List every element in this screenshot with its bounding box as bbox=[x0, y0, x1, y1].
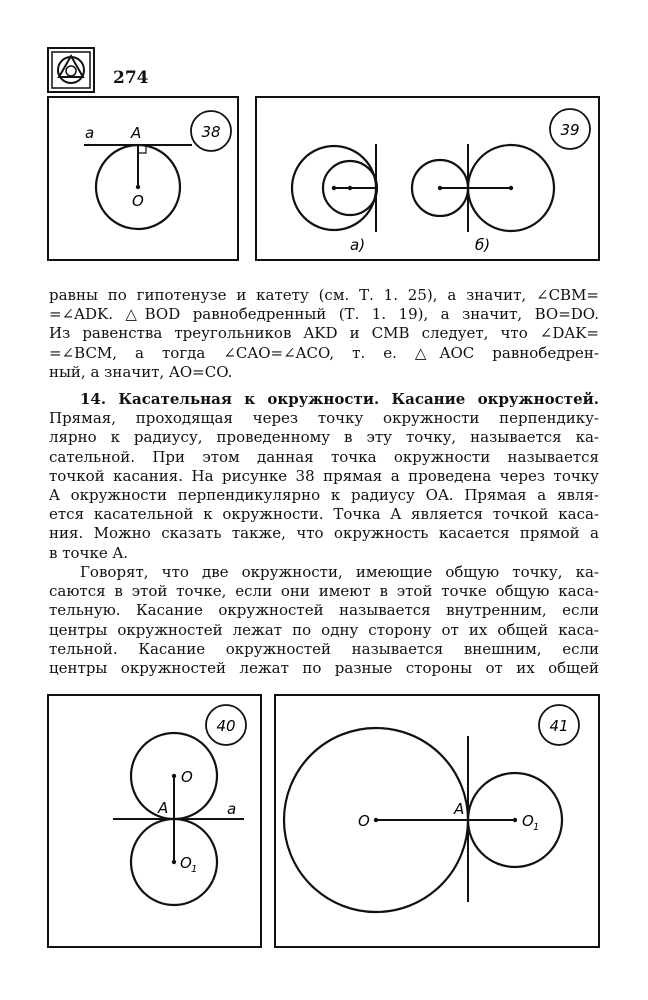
text-line: Говорят, что две окружности, имеющие общую точку, ка- bbox=[80, 563, 599, 581]
text-line: ется касательной к окружности. Точка A является точкой каса- bbox=[49, 505, 599, 524]
text-line: сательной. При этом данная точка окружности называется bbox=[49, 447, 599, 466]
figure-38-drawing bbox=[49, 98, 237, 259]
label-O1: O bbox=[522, 812, 534, 830]
text-line: лярно к радиусу, проведенному в эту точку, называется ка- bbox=[49, 428, 599, 447]
center-2-a bbox=[348, 186, 352, 190]
figure-39-drawing bbox=[257, 98, 598, 259]
center-O1 bbox=[513, 818, 517, 822]
publisher-logo-icon bbox=[47, 47, 95, 93]
paragraph-tangency bbox=[49, 563, 599, 678]
label-O: O bbox=[181, 768, 193, 786]
label-A: A bbox=[454, 800, 465, 818]
text-line: Прямая, проходящая через точку окружности перпендику- bbox=[49, 409, 599, 428]
page-number: 274 bbox=[113, 68, 149, 88]
text-line: тельную. Касание окружностей называется внутренним, если bbox=[49, 601, 599, 620]
label-A: A bbox=[131, 124, 142, 142]
text-line: центры окружностей лежат по одну сторону от их общей каса- bbox=[49, 620, 599, 639]
label-A: A bbox=[158, 799, 169, 817]
figure-40-drawing bbox=[49, 696, 260, 946]
text-line: A окружности перпендикулярно к радиусу OA. Прямая a явля- bbox=[49, 486, 599, 505]
figure-number: 38 bbox=[201, 123, 221, 141]
figure-number: 40 bbox=[216, 717, 236, 735]
label-O1-subscript: 1 bbox=[191, 864, 198, 875]
label-O1: O bbox=[180, 854, 192, 872]
text-line: =∠ADK. △BOD равнобедренный (Т. 1. 19), а значит, BO=DO. bbox=[49, 305, 599, 324]
text-line: Из равенства треугольников AKD и CMB следует, что ∠DAK= bbox=[49, 324, 599, 343]
center-1-a bbox=[332, 186, 336, 190]
label-O1-subscript: 1 bbox=[533, 822, 540, 833]
caption-a: а) bbox=[350, 236, 366, 254]
figure-number: 41 bbox=[549, 717, 569, 735]
text-line: саются в этой точке, если они имеют в этой точке общую каса- bbox=[49, 582, 599, 601]
center-1-b bbox=[438, 186, 442, 190]
center-O bbox=[374, 818, 378, 822]
center-O1 bbox=[172, 860, 176, 864]
figure-41 bbox=[274, 694, 600, 948]
section-14 bbox=[49, 390, 599, 563]
caption-b: б) bbox=[475, 236, 491, 254]
section-heading: 14. Касательная к окружности. Касание окружностей. bbox=[80, 390, 599, 408]
text-line: в точке A. bbox=[49, 543, 129, 562]
label-O: O bbox=[358, 812, 370, 830]
center-O bbox=[172, 774, 176, 778]
figure-number: 39 bbox=[560, 121, 580, 139]
text-line: ный, а значит, AO=CO. bbox=[49, 362, 233, 381]
label-a: a bbox=[227, 800, 237, 818]
label-O: O bbox=[132, 192, 144, 210]
paragraph-continued bbox=[49, 286, 599, 382]
center-2-b bbox=[509, 186, 513, 190]
text-line: центры окружностей лежат по разные стороны от их общей bbox=[49, 659, 599, 678]
text-line: =∠BCM, а тогда ∠CAO=∠ACO, т. е. △AOC равнобедрен- bbox=[49, 343, 599, 362]
label-a: a bbox=[85, 124, 95, 142]
figure-41-drawing bbox=[276, 696, 598, 946]
text-line: точкой касания. На рисунке 38 прямая a проведена через точку bbox=[49, 466, 599, 485]
center-point bbox=[136, 185, 140, 189]
text-line: тельной. Касание окружностей называется внешним, если bbox=[49, 639, 599, 658]
text-line: ния. Можно сказать также, что окружность касается прямой a bbox=[49, 524, 599, 543]
figure-39 bbox=[255, 96, 600, 261]
figure-40 bbox=[47, 694, 262, 948]
text-line: равны по гипотенузе и катету (см. Т. 1. 25), а значит, ∠CBM= bbox=[49, 286, 599, 304]
figure-38 bbox=[47, 96, 239, 261]
